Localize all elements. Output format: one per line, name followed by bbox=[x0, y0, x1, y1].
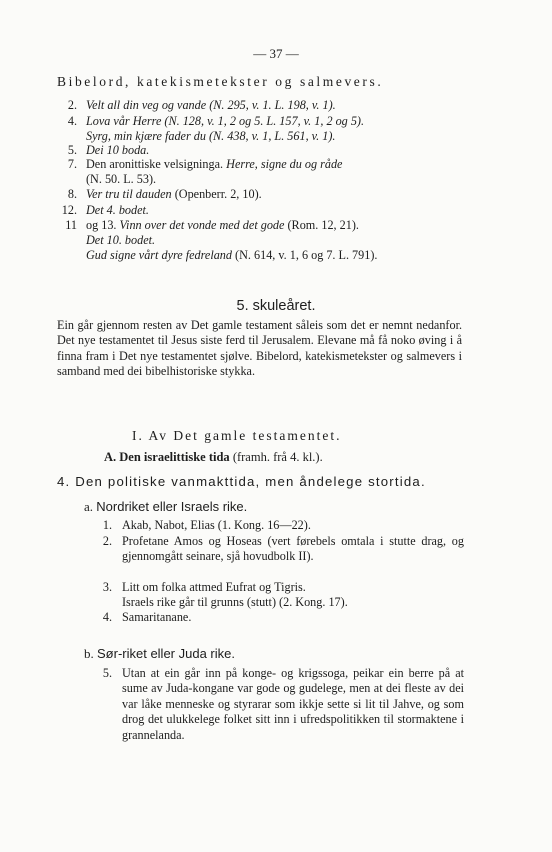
subsection-title: Nordriket eller Israels rike. bbox=[96, 499, 248, 514]
list-item bbox=[86, 218, 359, 232]
list-item: Velt all din veg og vande (N. 295, v. 1. L. 198, v. 1). bbox=[86, 98, 336, 112]
list-item-title: Vinn over det vonde med det gode bbox=[119, 218, 285, 232]
list-item: Lova vår Herre (N. 128, v. 1, 2 og 5. L. 157, v. 1, 2 og 5). bbox=[86, 114, 365, 128]
list-item: Akab, Nabot, Elias (1. Kong. 16—22). bbox=[122, 518, 311, 532]
list-number: 4. bbox=[102, 610, 112, 624]
list-item-title: Ver tru til dauden bbox=[86, 187, 172, 201]
section-title: 5. skuleåret. bbox=[236, 298, 316, 314]
list-item: Det 10. bodet. bbox=[86, 233, 156, 247]
list-item-text: (Rom. 12, 21). bbox=[287, 218, 359, 232]
subsection-heading bbox=[84, 646, 235, 662]
part-subheading-note: (framh. frå 4. kl.). bbox=[232, 450, 323, 464]
list-item-text: (Openberr. 2, 10). bbox=[174, 187, 262, 201]
list-item bbox=[86, 157, 342, 171]
list-item: (N. 50. L. 53). bbox=[86, 172, 157, 186]
subsection-label: a. bbox=[84, 499, 94, 514]
list-item: Israels rike går til grunns (stutt) (2. Kong. 17). bbox=[122, 595, 348, 609]
subsection-label: b. bbox=[84, 646, 94, 661]
list-item: Litt om folka attmed Eufrat og Tigris. bbox=[122, 580, 306, 594]
list-item-text: (N. 614, v. 1, 6 og 7. L. 791). bbox=[235, 248, 378, 262]
list-item: Syrg, min kjære fader du (N. 438, v. 1, L. 561, v. 1). bbox=[86, 129, 336, 143]
list-number: 5. bbox=[102, 666, 112, 680]
part-heading: I. Av Det gamle testamentet. bbox=[132, 428, 342, 443]
part-subheading bbox=[104, 450, 323, 465]
section-heading: Bibelord, katekismetekster og salmevers. bbox=[57, 74, 384, 89]
subsection-heading bbox=[84, 499, 247, 515]
list-item-text: og 13. bbox=[86, 218, 117, 232]
part-subheading-label: A. Den israelittiske tida bbox=[104, 450, 230, 464]
list-number: 11 bbox=[65, 218, 77, 232]
chapter-heading: 4. Den politiske vanmakttida, men åndelege stortida. bbox=[57, 474, 426, 489]
list-number: 5. bbox=[67, 143, 77, 157]
list-item: Dei 10 boda. bbox=[86, 143, 150, 157]
list-number: 1. bbox=[102, 518, 112, 532]
intro-paragraph: Ein går gjennom resten av Det gamle testament såleis som det er nemnt nedanfor. Det nye testamentet til Jesus siste ferd til Jerusalem. Elevane må få noko øving i å finna fram i Det nye testamentet sjølve. Bibelord, katekismetekster og salmevers i samband med dei bibelhistoriske stykka. bbox=[57, 318, 462, 379]
list-item bbox=[86, 187, 262, 201]
list-number: 2. bbox=[67, 98, 77, 112]
list-number: 7. bbox=[67, 157, 77, 171]
list-number: 2. bbox=[102, 534, 112, 548]
list-number: 12. bbox=[61, 203, 77, 217]
list-number: 8. bbox=[67, 187, 77, 201]
list-number: 4. bbox=[67, 114, 77, 128]
list-item-title: Gud signe vårt dyre fedreland bbox=[86, 248, 232, 262]
subsection-title: Sør-riket eller Juda rike. bbox=[97, 646, 235, 661]
list-item: Profetane Amos og Hoseas (vert førebels omtala i stutte drag, og gjennomgått seinare, sjå hovudbolk II). bbox=[122, 534, 464, 564]
page-number: — 37 — bbox=[253, 46, 299, 61]
list-item: Samaritanane. bbox=[122, 610, 192, 624]
list-item bbox=[86, 248, 377, 262]
list-number: 3. bbox=[102, 580, 112, 594]
list-item: Det 4. bodet. bbox=[86, 203, 149, 217]
list-item-title: Herre, signe du og råde bbox=[226, 157, 343, 171]
list-item: Utan at ein går inn på konge- og krigssoga, peikar ein berre på at sume av Juda-kongane var gode og gudelege, men at dei fleste av dei var låke menneske og styrarar som ikkje sette si lit til Jahve, og som drog det ulukkelege folket sitt inn i ufredspolitikken til stormaktene i grannelanda. bbox=[122, 666, 464, 742]
list-item-text: Den aronittiske velsigninga. bbox=[86, 157, 224, 171]
